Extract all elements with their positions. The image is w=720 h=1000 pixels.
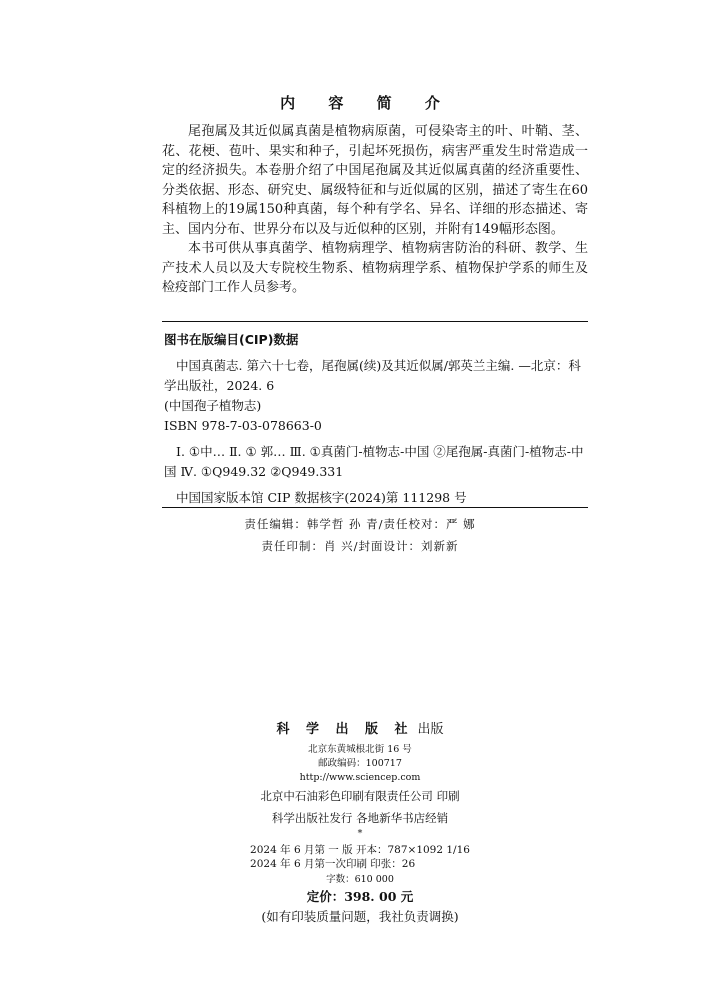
cip-block bbox=[164, 330, 588, 508]
publisher-name-suffix: 出版 bbox=[417, 722, 444, 737]
production-credit: 责任印制：肖 兴/封面设计：刘新新 bbox=[261, 539, 459, 553]
price: 定价：398. 00 元 bbox=[306, 889, 414, 904]
cip-series-line: (中国孢子植物志) bbox=[164, 398, 262, 413]
edition-line: 2024 年 6 月第 一 版 开本：787×1092 1/16 bbox=[250, 844, 470, 856]
publisher-block bbox=[0, 718, 720, 927]
page-title: 内 容 简 介 bbox=[280, 94, 454, 112]
word-count: 字数：610 000 bbox=[326, 874, 394, 885]
cip-title-line: 中国真菌志. 第六十七卷，尾孢属(续)及其近似属/郭英兰主编. —北京：科学出版社，2024. 6 bbox=[164, 358, 581, 393]
summary-paragraph-1: 尾孢属及其近似属真菌是植物病原菌，可侵染寄主的叶、叶鞘、茎、花、花梗、苞叶、果实和种子，引起坏死损伤，病害严重发生时常造成一定的经济损失。本卷册介绍了中国尾孢属及其近似属真菌的经济重要性、分类依据、形态、研究史、属级特征和与近似属的区别，描述了寄生在60科植物上的19属150种真菌，每个种有学名、异名、详细的形态描述、寄主、国内分布、世界分布以及与近似种的区别，并附有149幅形态图。 bbox=[162, 124, 588, 237]
summary-section bbox=[162, 122, 588, 298]
cip-record-number: 中国国家版本馆 CIP 数据核字(2024)第 111298 号 bbox=[176, 490, 467, 505]
editor-credit: 责任编辑：韩学哲 孙 青/责任校对：严 娜 bbox=[244, 517, 476, 531]
quality-note: (如有印装质量问题，我社负责调换) bbox=[261, 909, 459, 924]
cip-heading: 图书在版编目(CIP)数据 bbox=[164, 332, 299, 347]
distribution-line: 科学出版社发行 各地新华书店经销 bbox=[271, 811, 449, 825]
divider-top bbox=[162, 321, 588, 322]
credits-block bbox=[0, 513, 720, 557]
cip-isbn-line: ISBN 978-7-03-078663-0 bbox=[164, 418, 322, 433]
cip-classification-line: Ⅰ. ①中… Ⅱ. ① 郭… Ⅲ. ①真菌门-植物志-中国 ②尾孢属-真菌门-植物志-中国 Ⅳ. ①Q949.32 ②Q949.331 bbox=[164, 444, 584, 479]
publisher-address: 北京东黄城根北街 16 号 bbox=[308, 744, 412, 755]
summary-paragraph-2: 本书可供从事真菌学、植物病理学、植物病害防治的科研、教学、生产技术人员以及大专院校生物系、植物病理学系、植物保护学系的师生及检疫部门工作人员参考。 bbox=[162, 241, 588, 295]
publisher-name bbox=[0, 718, 720, 737]
printer-line: 北京中石油彩色印刷有限责任公司 印刷 bbox=[260, 789, 460, 803]
printing-line: 2024 年 6 月第一次印刷 印张：26 bbox=[250, 858, 416, 870]
publisher-name-text: 科 学 出 版 社 bbox=[276, 722, 414, 737]
publisher-postcode: 邮政编码：100717 bbox=[318, 758, 402, 769]
publisher-url: http://www.sciencep.com bbox=[299, 772, 421, 783]
spec-block bbox=[250, 843, 470, 871]
divider-bottom bbox=[162, 507, 588, 508]
separator-star: * bbox=[357, 828, 363, 839]
